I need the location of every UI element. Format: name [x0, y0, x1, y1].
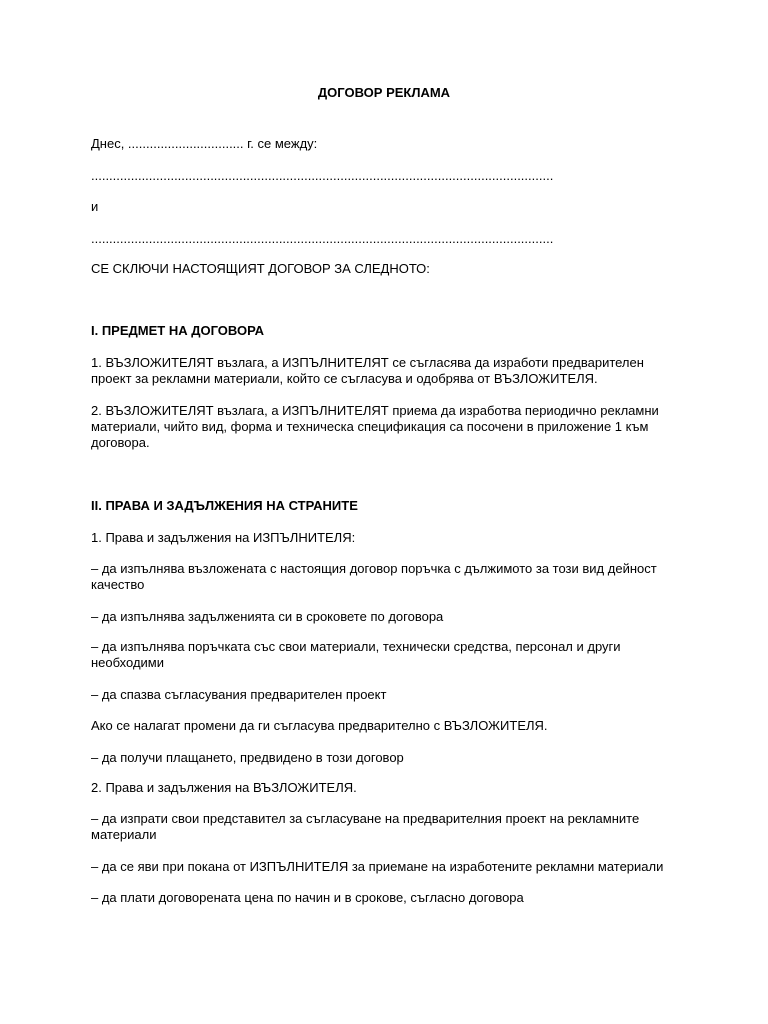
party1-placeholder: ................................................................................................................................: [91, 168, 554, 183]
section1-heading: I. ПРЕДМЕТ НА ДОГОВОРА: [91, 323, 264, 338]
client-duty3: – да плати договорената цена по начин и в срокове, съгласно договора: [91, 890, 524, 905]
client-rights-heading: 2. Права и задължения на ВЪЗЛОЖИТЕЛЯ.: [91, 780, 357, 795]
section1-paragraph1-line2: проект за рекламни материали, който се съгласува и одобрява от ВЪЗЛОЖИТЕЛЯ.: [91, 371, 598, 386]
client-duty1-line2: материали: [91, 827, 157, 842]
changes-note: Ако се налагат промени да ги съгласува предварително с ВЪЗЛОЖИТЕЛЯ.: [91, 718, 548, 733]
document-title: ДОГОВОР РЕКЛАМА: [317, 85, 451, 100]
section1-paragraph2-line1: 2. ВЪЗЛОЖИТЕЛЯТ възлага, а ИЗПЪЛНИТЕЛЯТ приема да изработва периодично рекламни: [91, 403, 659, 418]
contractor-duty1-line1: – да изпълнява възложената с настоящия договор поръчка с дължимото за този вид дейност: [91, 561, 657, 576]
party2-placeholder: ................................................................................................................................: [91, 231, 554, 246]
section1-paragraph2-line2: материали, чийто вид, форма и техническа спецификация са посочени в приложение 1 към: [91, 419, 649, 434]
and-text: и: [91, 199, 99, 214]
contractor-duty3-line1: – да изпълнява поръчката със свои материали, технически средства, персонал и други: [91, 639, 621, 654]
client-duty2: – да се яви при покана от ИЗПЪЛНИТЕЛЯ за приемане на изработените рекламни материали: [91, 859, 664, 874]
date-line: Днес, ................................ г. се между:: [91, 136, 318, 151]
contractor-rights-heading: 1. Права и задължения на ИЗПЪЛНИТЕЛЯ:: [91, 530, 356, 545]
section1-paragraph1-line1: 1. ВЪЗЛОЖИТЕЛЯТ възлага, а ИЗПЪЛНИТЕЛЯТ се съгласява да изработи предварителен: [91, 355, 644, 370]
client-duty1-line1: – да изпрати свои представител за съгласуване на предварителния проект на рекламните: [91, 811, 640, 826]
agreement-statement: СЕ СКЛЮЧИ НАСТОЯЩИЯТ ДОГОВОР ЗА СЛЕДНОТО:: [91, 261, 430, 276]
contractor-duty2: – да изпълнява задълженията си в сроковете по договора: [91, 609, 444, 624]
contractor-duty3-line2: необходими: [91, 655, 164, 670]
contractor-duty5: – да получи плащането, предвидено в този договор: [91, 750, 404, 765]
contractor-duty4: – да спазва съгласувания предварителен проект: [91, 687, 387, 702]
contractor-duty1-line2: качество: [91, 577, 145, 592]
section2-heading: II. ПРАВА И ЗАДЪЛЖЕНИЯ НА СТРАНИТЕ: [91, 498, 358, 513]
section1-paragraph2-line3: договора.: [91, 435, 150, 450]
